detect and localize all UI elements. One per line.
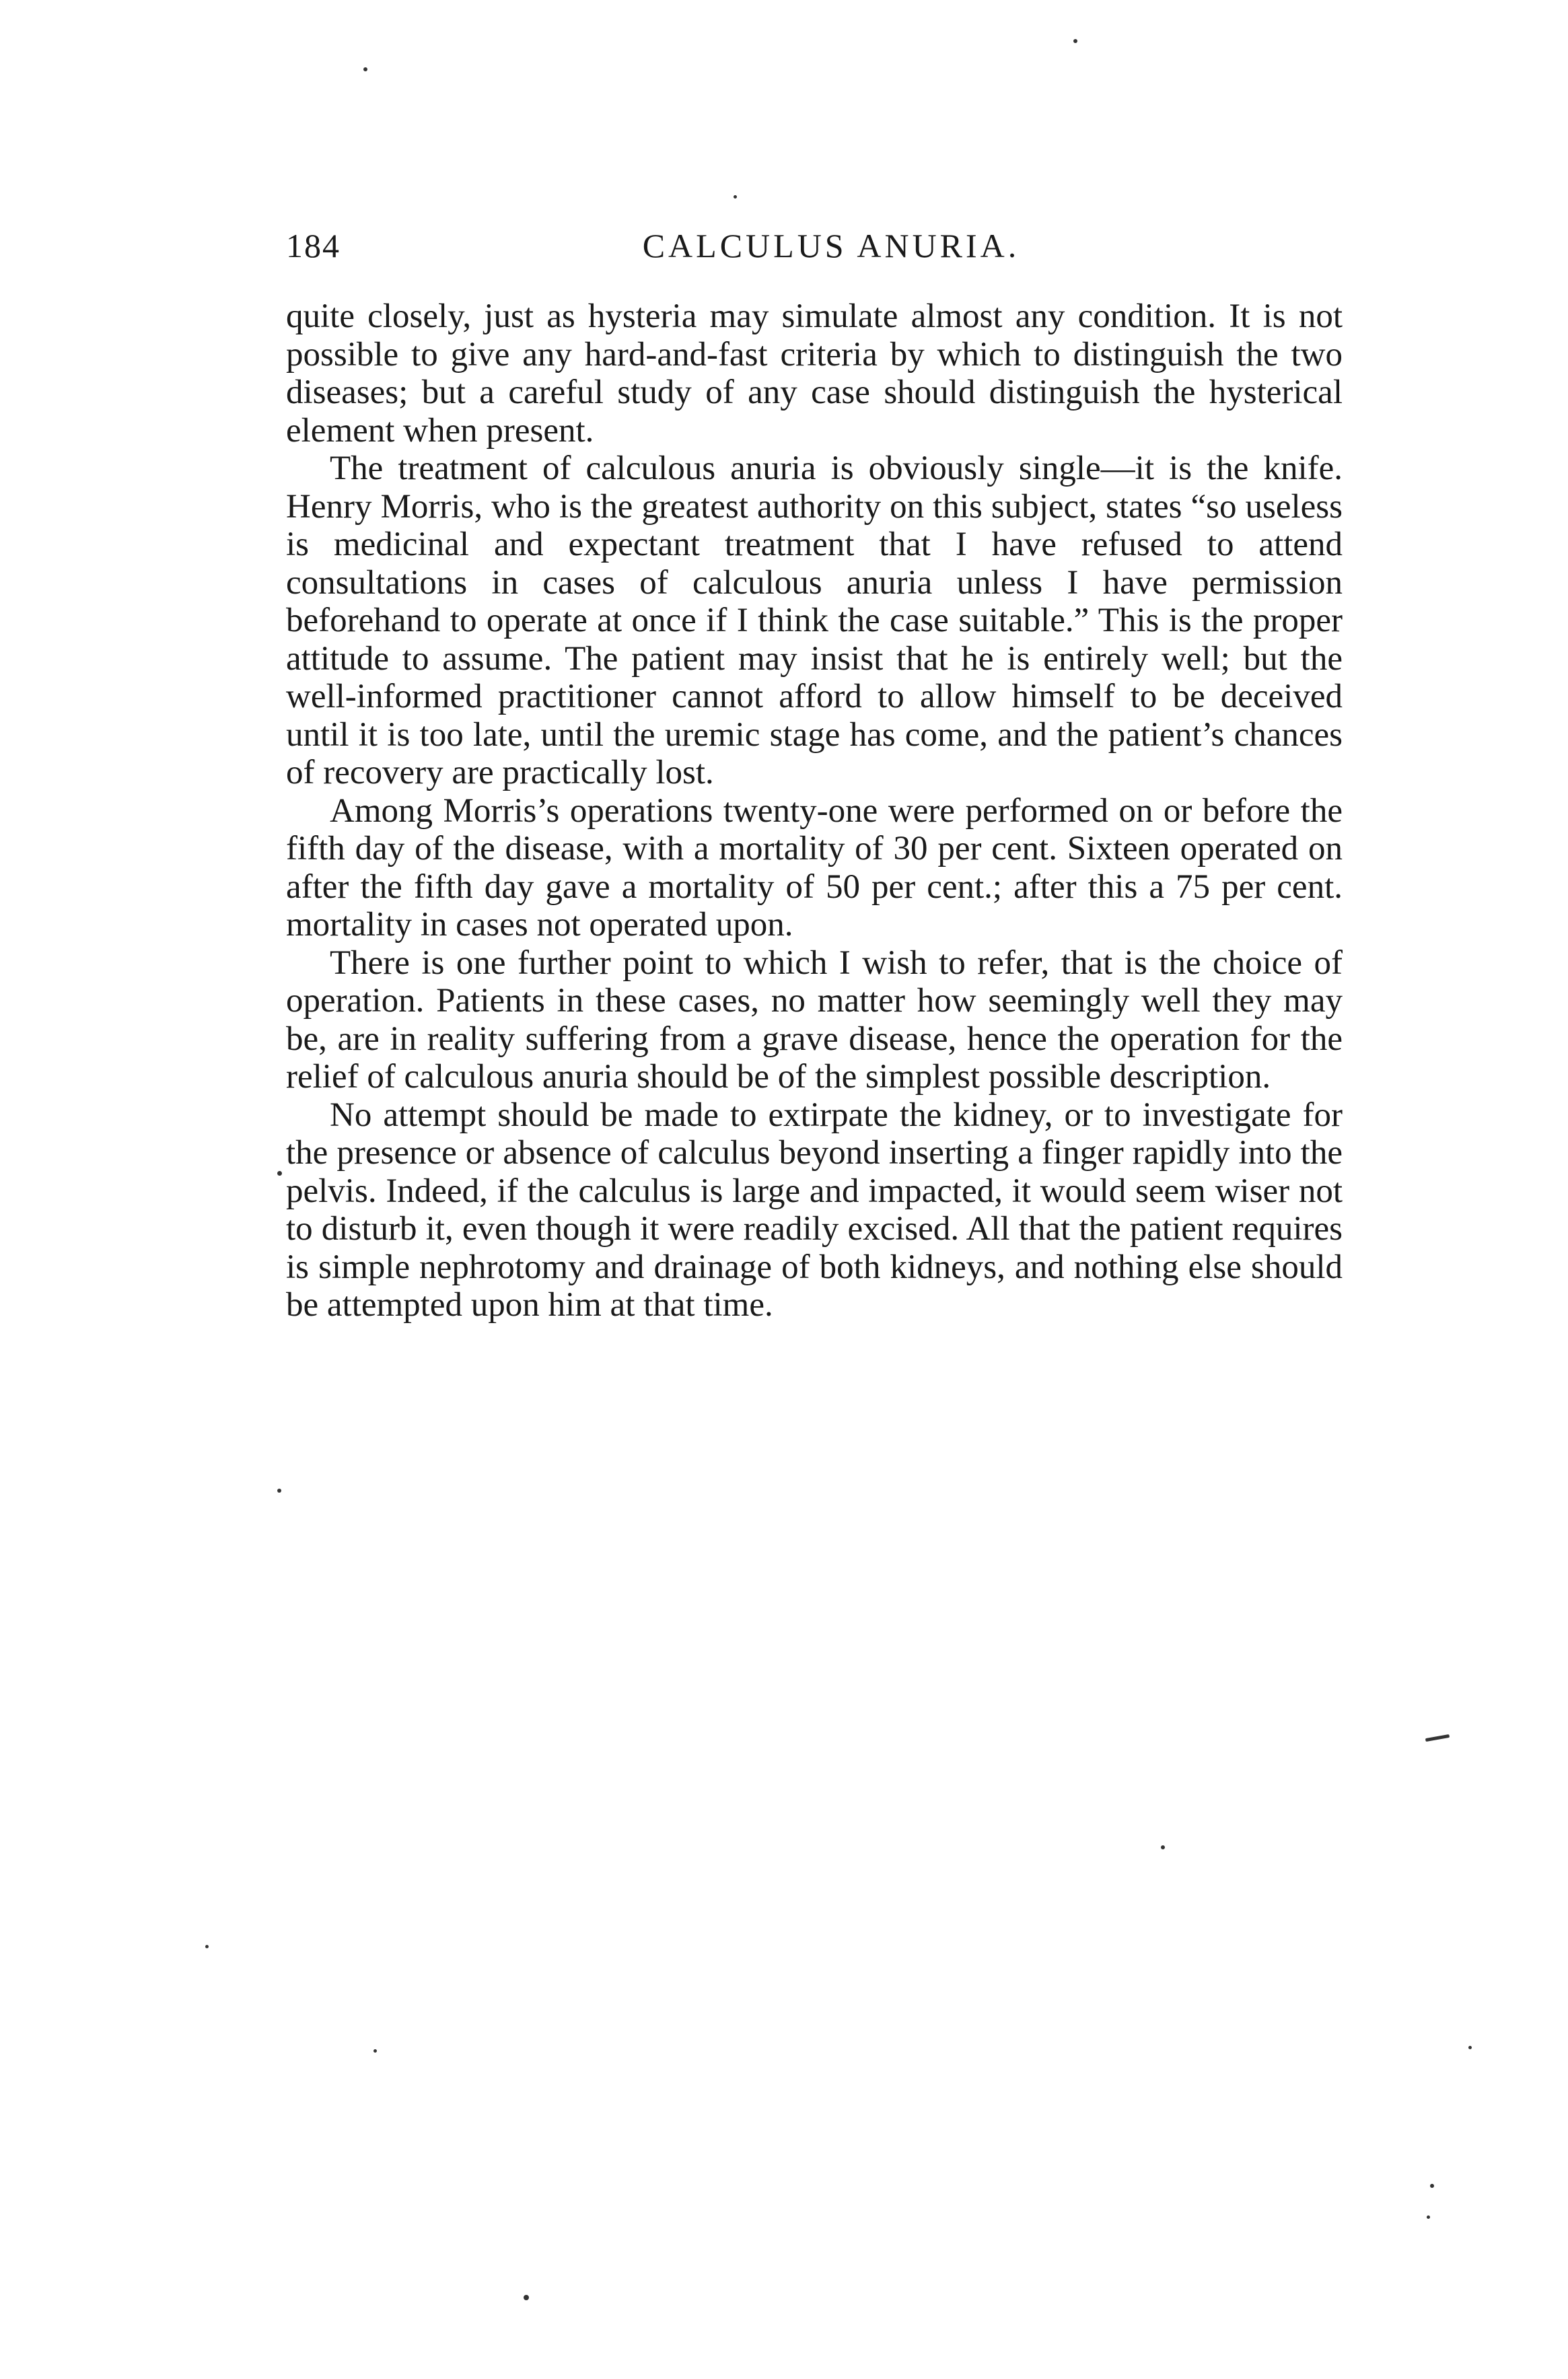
scan-speck (373, 2049, 377, 2053)
scan-speck (1073, 39, 1077, 43)
scan-speck (363, 67, 367, 71)
scan-speck (1430, 2184, 1434, 2188)
scan-speck (734, 195, 737, 199)
paragraph-morris-statistics: Among Morris’s operations twenty-one were performed on or before the fifth day of the disease, with a mortality of 30 per cent. Sixteen operated on after the fifth day gave a mortality of 50 per cent.; after this a 75 per cent. mortality in cases not operated upon. (286, 791, 1343, 944)
running-title: CALCULUS ANURIA. (642, 227, 1020, 264)
scan-speck (277, 1171, 282, 1176)
paragraph-continuation: quite closely, just as hysteria may simulate almost any condition. It is not possible to give any hard-and-fast criteria by which to distinguish the two diseases; but a careful study of any case should distinguish the hysterical element when present. (286, 297, 1343, 450)
paragraph-no-extirpation: No attempt should be made to extirpate the kidney, or to investigate for the presence or absence of calculus beyond inserting a finger rapidly into the pelvis. Indeed, if the calculus is large and impacted, it would seem wiser not to disturb it, even though it were readily excised. All that the patient requires is simple nephrotomy and drainage of both kidneys, and nothing else should be attempted upon him at that time. (286, 1096, 1343, 1324)
body-text (286, 297, 1343, 1324)
scan-speck (1468, 2046, 1472, 2049)
paragraph-choice-of-operation: There is one further point to which I wish to refer, that is the choice of operation. Patients in these cases, no matter how seemingly well they may be, are in reality suffering from a grave disease, hence the operation for the relief of calculous anuria should be of the simplest possible description. (286, 944, 1343, 1096)
scan-speck (1427, 2215, 1430, 2219)
running-head (286, 222, 1343, 269)
page-number: 184 (286, 227, 341, 264)
scan-speck (1161, 1845, 1165, 1849)
paragraph-treatment: The treatment of calculous anuria is obviously single—it is the knife. Henry Morris, who is the greatest authority on this subject, states “so useless is medicinal and expectant treatment that I have refused to attend consultations in cases of calculous anuria unless I have permission beforehand to operate at once if I think the case suitable.” This is the proper attitude to assume. The patient may insist that he is entirely well; but the well-informed practitioner cannot afford to allow himself to be deceived until it is too late, until the uremic stage has come, and the patient’s chances of recovery are practically lost. (286, 450, 1343, 791)
scan-speck (1425, 1734, 1450, 1742)
scan-speck (277, 1489, 281, 1493)
scan-speck (524, 2295, 529, 2300)
scan-speck (205, 1945, 209, 1948)
